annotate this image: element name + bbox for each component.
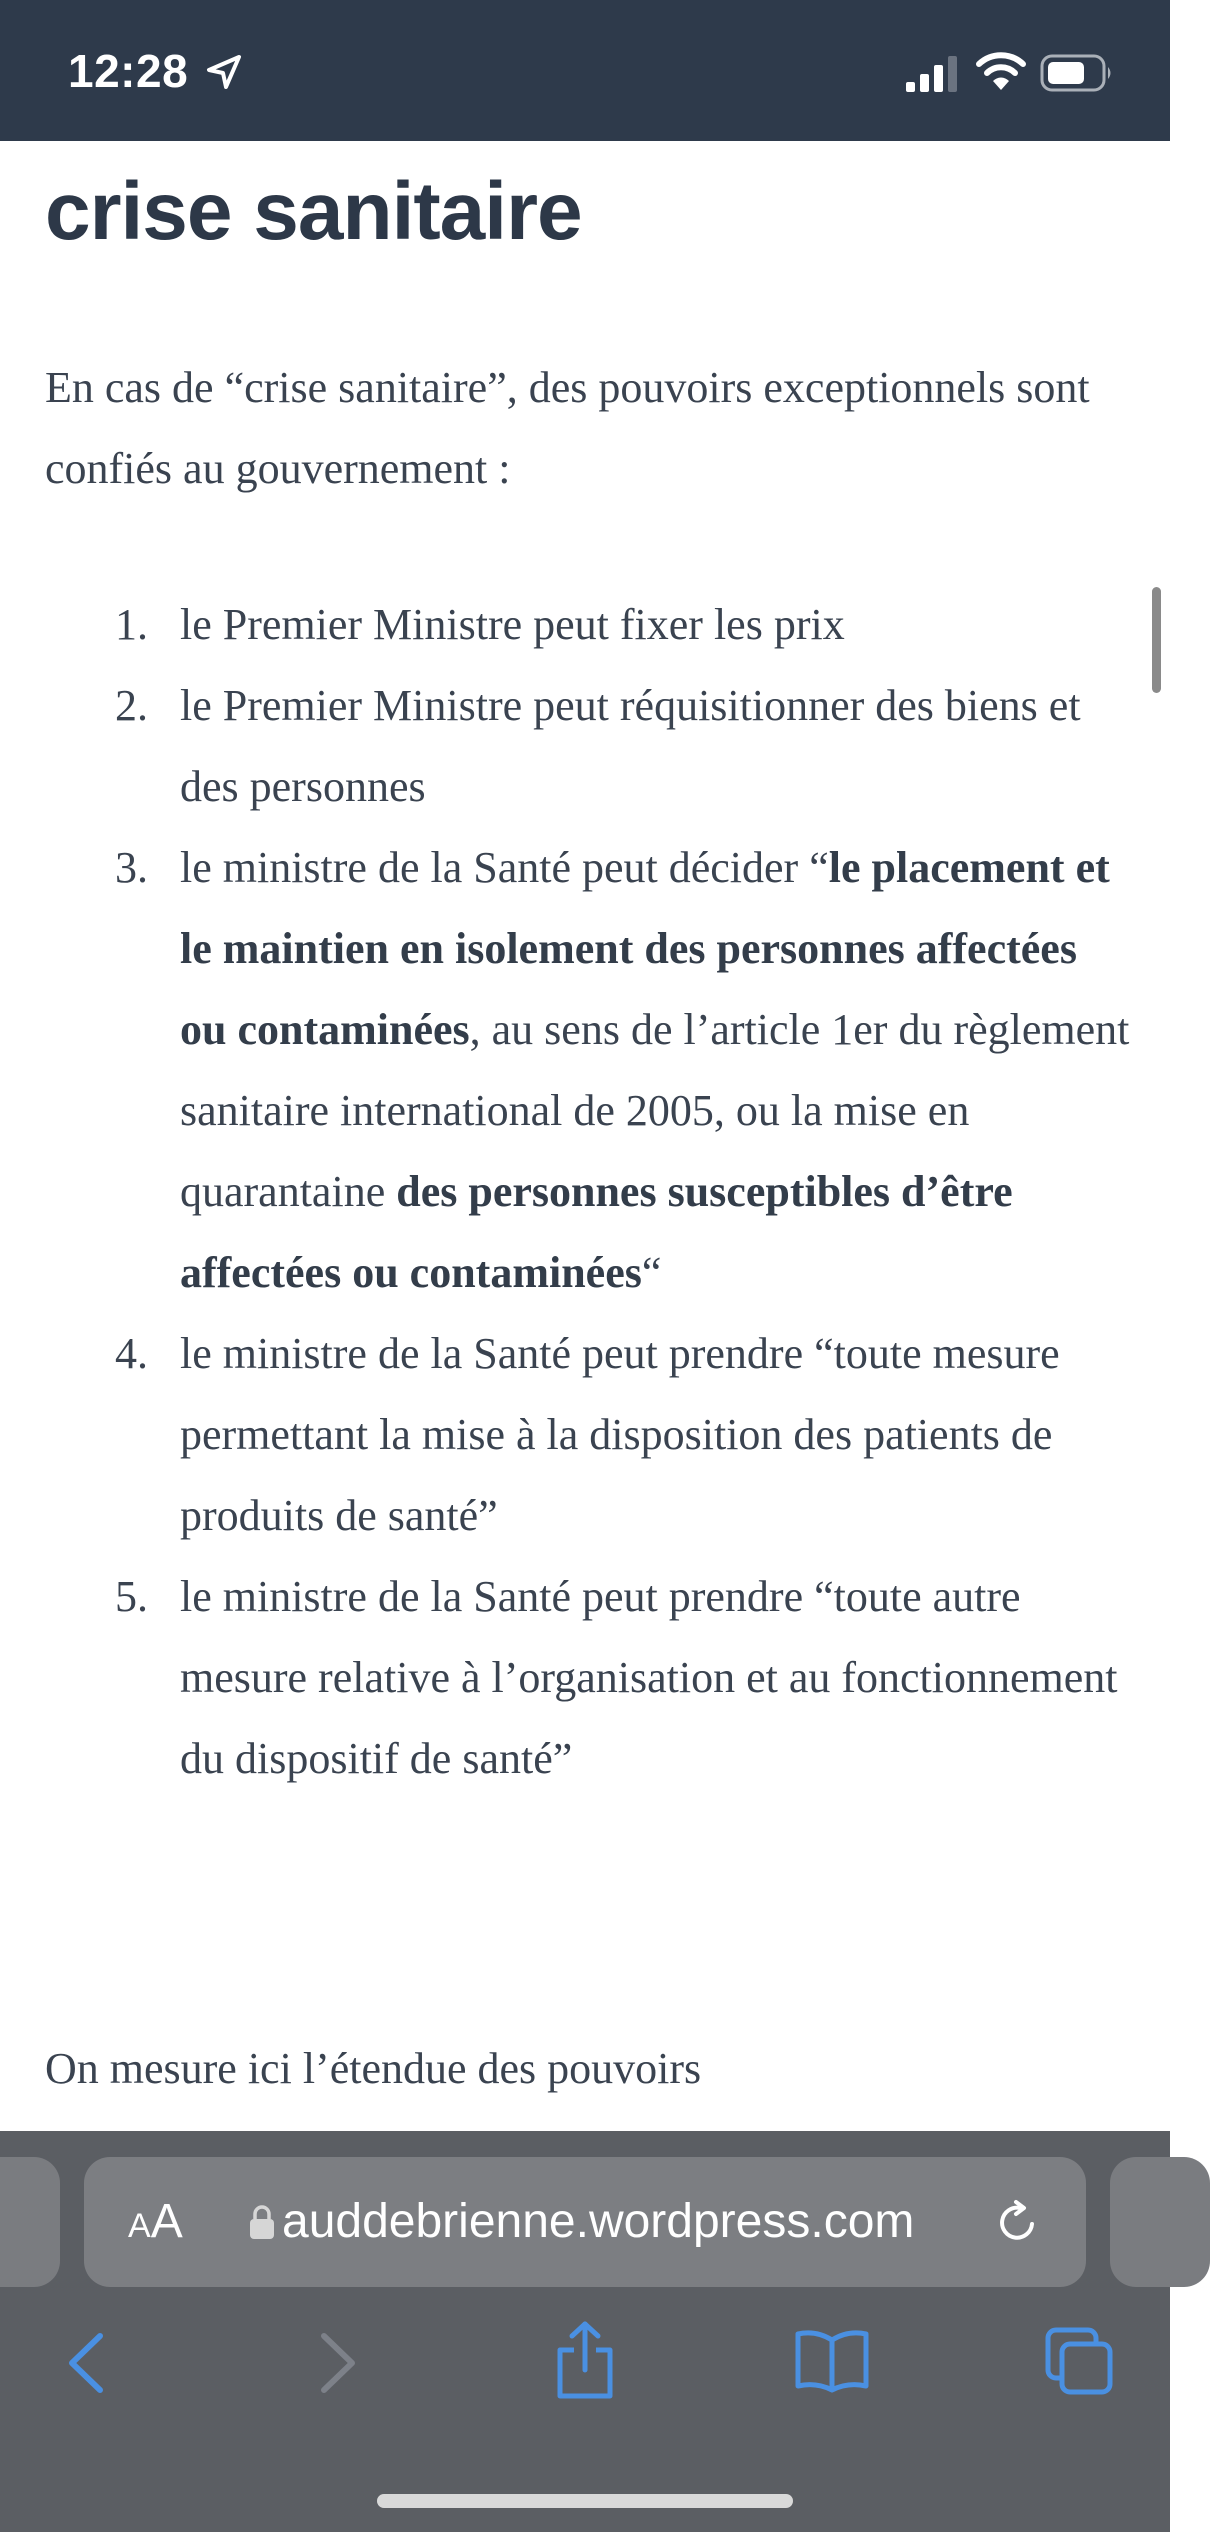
next-tab-peek[interactable] [1110,2157,1210,2287]
list-number: 3. [115,843,148,892]
list-item-text: le Premier Ministre peut réquisitionner des biens et des personnes [180,681,1081,811]
location-arrow-icon [204,52,244,92]
home-indicator[interactable] [377,2494,793,2508]
forward-icon[interactable] [310,2330,364,2396]
lock-icon [248,2204,276,2240]
aa-large-letter: A [150,2195,183,2248]
url-text[interactable]: auddebrienne.wordpress.com [282,2195,915,2248]
list-item-bold-text: le placement et le maintien en isolement des personnes affectées ou contaminées [180,843,1110,1054]
list-item [110,584,1130,665]
share-icon[interactable] [552,2320,618,2400]
list-item [110,827,1130,1313]
bookmarks-icon[interactable] [794,2328,870,2394]
status-time: 12:28 [68,45,189,97]
reload-icon[interactable] [994,2198,1042,2246]
list-item-text: le ministre de la Santé peut prendre “toute autre mesure relative à l’organisation et au fonctionnement du dispositif de santé” [180,1572,1118,1783]
reader-aa-button[interactable] [128,2188,208,2256]
list-number: 2. [115,681,148,730]
aa-small-letter: A [128,2207,151,2245]
list-item-text: le Premier Ministre peut fixer les prix [180,600,845,649]
cellular-signal-icon [906,56,958,92]
list-number: 4. [115,1329,148,1378]
powers-list [110,584,1130,1799]
list-item-text: , au sens de l’article 1er du règlement sanitaire international de 2005, ou la mise en quarantaine [180,1005,1130,1216]
tabs-icon[interactable] [1044,2326,1114,2396]
list-item-text: le ministre de la Santé peut prendre “toute mesure permettant la mise à la disposition des patients de produits de santé” [180,1329,1060,1540]
list-item-text: le ministre de la Santé peut décider “ [180,843,829,892]
list-item [110,1556,1130,1799]
list-item-bold-text: des personnes susceptibles d’être affectées ou contaminées [180,1167,1013,1297]
back-icon[interactable] [60,2330,114,2396]
intro-paragraph: En cas de “crise sanitaire”, des pouvoirs exceptionnels sont confiés au gouvernement : [45,363,1090,493]
status-bar [0,0,1170,141]
list-number: 5. [115,1572,148,1621]
closing-paragraph: On mesure ici l’étendue des pouvoirs [45,2044,702,2093]
scroll-indicator[interactable] [1152,587,1161,693]
battery-icon [1040,54,1114,92]
list-item-text: “ [641,1248,662,1297]
list-item [110,1313,1130,1556]
previous-tab-peek[interactable] [0,2157,60,2287]
list-item [110,665,1130,827]
wifi-icon [976,50,1026,92]
list-number: 1. [115,600,148,649]
article-content [0,141,1170,2131]
section-heading: crise sanitaire [45,166,582,257]
